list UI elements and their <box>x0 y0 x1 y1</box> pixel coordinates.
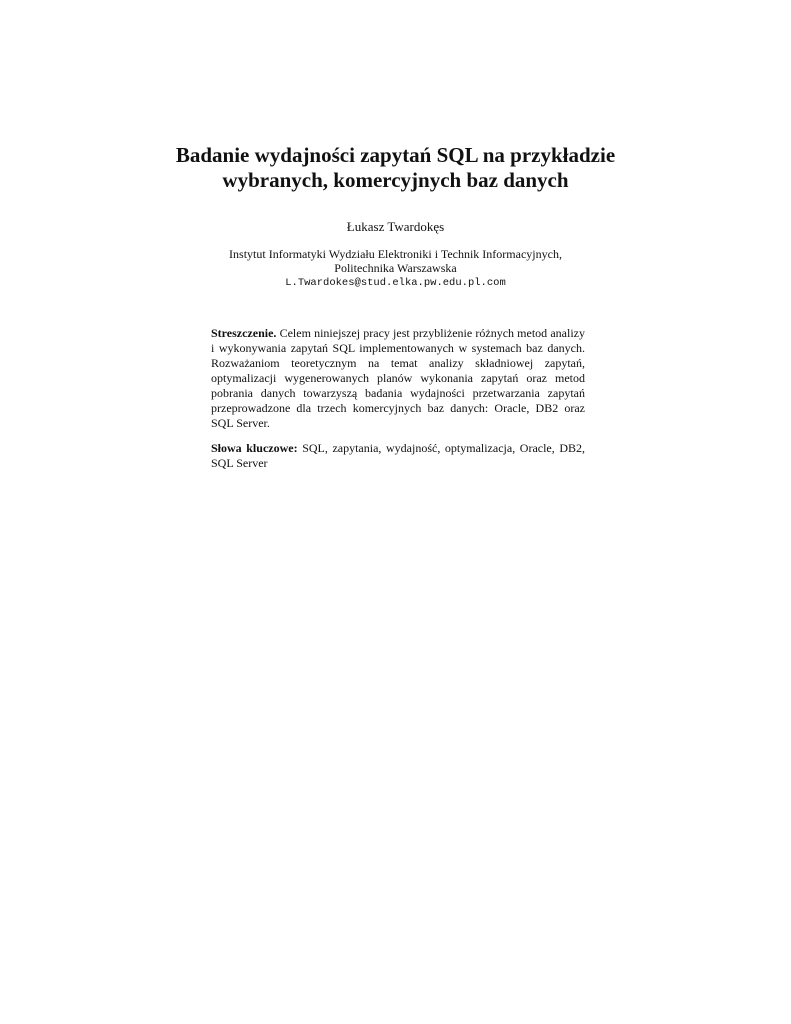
keywords-label: Słowa kluczowe: <box>211 441 298 455</box>
abstract-text: Celem niniejszej pracy jest przybliżenie różnych metod analizy i wykonywania zapytań SQL implementowanych w systemach baz danych. Rozważaniom teoretycznym na temat analizy składniowej zapytań, optymalizacji wygenerowanych planów wykonania zapytań oraz metod pobrania danych towarzyszą badania wydajności przetwarzania zapytań przeprowadzone dla trzech komercyjnych baz danych: Oracle, DB2 oraz SQL Server. <box>211 326 585 430</box>
paper-title <box>0 143 791 193</box>
paper-title-line-1: Badanie wydajności zapytań SQL na przykładzie <box>175 143 616 167</box>
affiliation-line-1: Instytut Informatyki Wydziału Elektroniki i Technik Informacyjnych, <box>229 247 562 261</box>
paper-title-line-2: wybranych, komercyjnych baz danych <box>222 168 569 192</box>
abstract-label: Streszczenie. <box>211 326 277 340</box>
author-name: Łukasz Twardokęs <box>346 219 445 234</box>
abstract <box>211 326 585 431</box>
keywords <box>211 441 585 471</box>
affiliation-line-2: Politechnika Warszawska <box>334 261 457 275</box>
author-email: L.Twardokes@stud.elka.pw.edu.pl.com <box>285 277 506 289</box>
affiliation <box>0 247 791 275</box>
keywords-text: SQL, zapytania, wydajność, optymalizacja, Oracle, DB2, SQL Server <box>211 441 586 470</box>
